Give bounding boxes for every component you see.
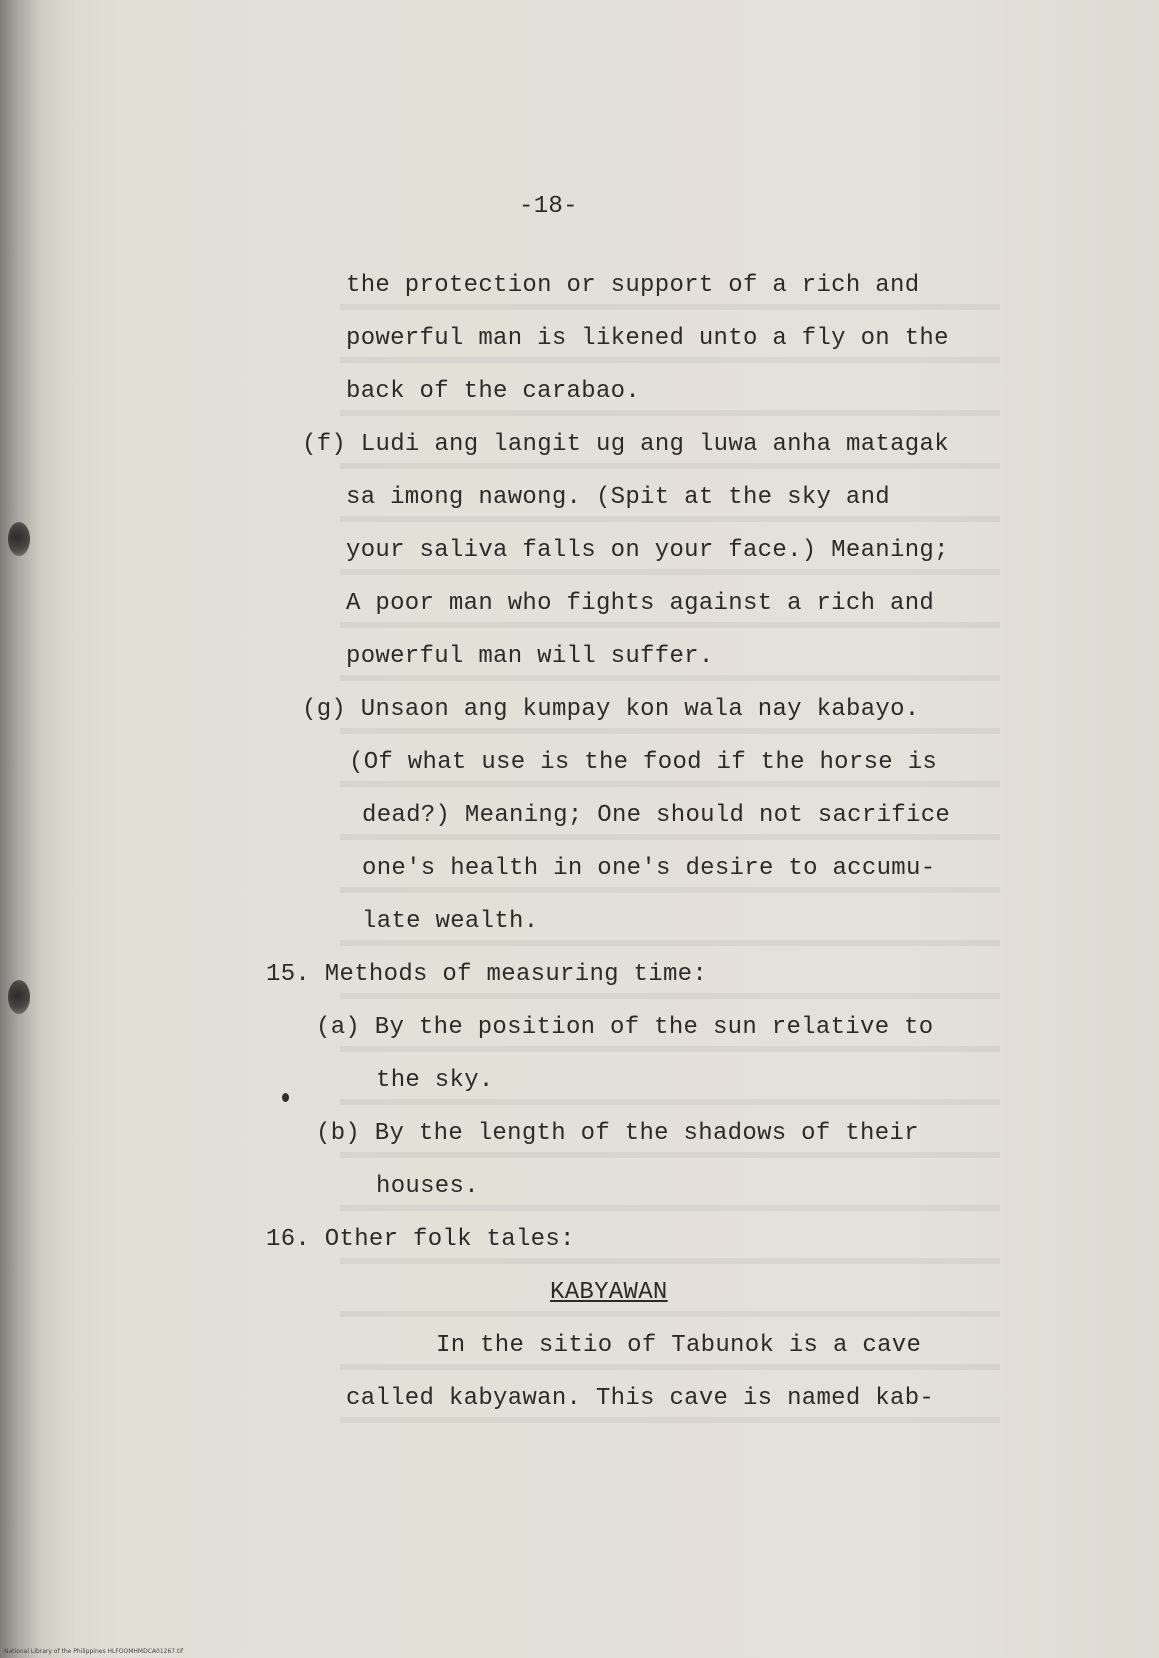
proverb-f: (f) Ludi ang langit ug ang luwa anha matagak bbox=[302, 431, 949, 458]
text-line: dead?) Meaning; One should not sacrifice bbox=[362, 802, 951, 829]
section-16-heading: 16. Other folk tales: bbox=[266, 1226, 575, 1253]
text-line: called kabyawan. This cave is named kab- bbox=[346, 1385, 935, 1412]
text-line: A poor man who fights against a rich and bbox=[346, 590, 935, 617]
text-line: In the sitio of Tabunok is a cave bbox=[436, 1332, 922, 1359]
text-line: the protection or support of a rich and bbox=[346, 272, 920, 299]
text-line: one's health in one's desire to accumu- bbox=[362, 855, 936, 882]
text-line: houses. bbox=[376, 1173, 479, 1200]
text-line: powerful man will suffer. bbox=[346, 643, 714, 670]
text-line: the sky. bbox=[376, 1067, 494, 1094]
section-15-heading: 15. Methods of measuring time: bbox=[266, 961, 708, 988]
binding-hole bbox=[8, 980, 30, 1014]
text-line: powerful man is likened unto a fly on the bbox=[346, 325, 949, 352]
ink-mark bbox=[282, 1093, 289, 1102]
archive-footer: National Library of the Philippines HLFOOMHMDCA01267.tif bbox=[4, 1648, 184, 1655]
list-item-a: (a) By the position of the sun relative to bbox=[316, 1014, 934, 1041]
tale-title: KABYAWAN bbox=[550, 1279, 668, 1306]
list-item-b: (b) By the length of the shadows of their bbox=[316, 1120, 919, 1147]
text-line: back of the carabao. bbox=[346, 378, 641, 405]
proverb-g: (g) Unsaon ang kumpay kon wala nay kabayo. bbox=[302, 696, 920, 723]
page-number: -18- bbox=[519, 193, 578, 220]
binding-hole bbox=[8, 522, 30, 556]
text-line: your saliva falls on your face.) Meaning; bbox=[346, 537, 949, 564]
text-line: late wealth. bbox=[362, 908, 539, 935]
text-line: (Of what use is the food if the horse is bbox=[349, 749, 938, 776]
text-line: sa imong nawong. (Spit at the sky and bbox=[346, 484, 890, 511]
